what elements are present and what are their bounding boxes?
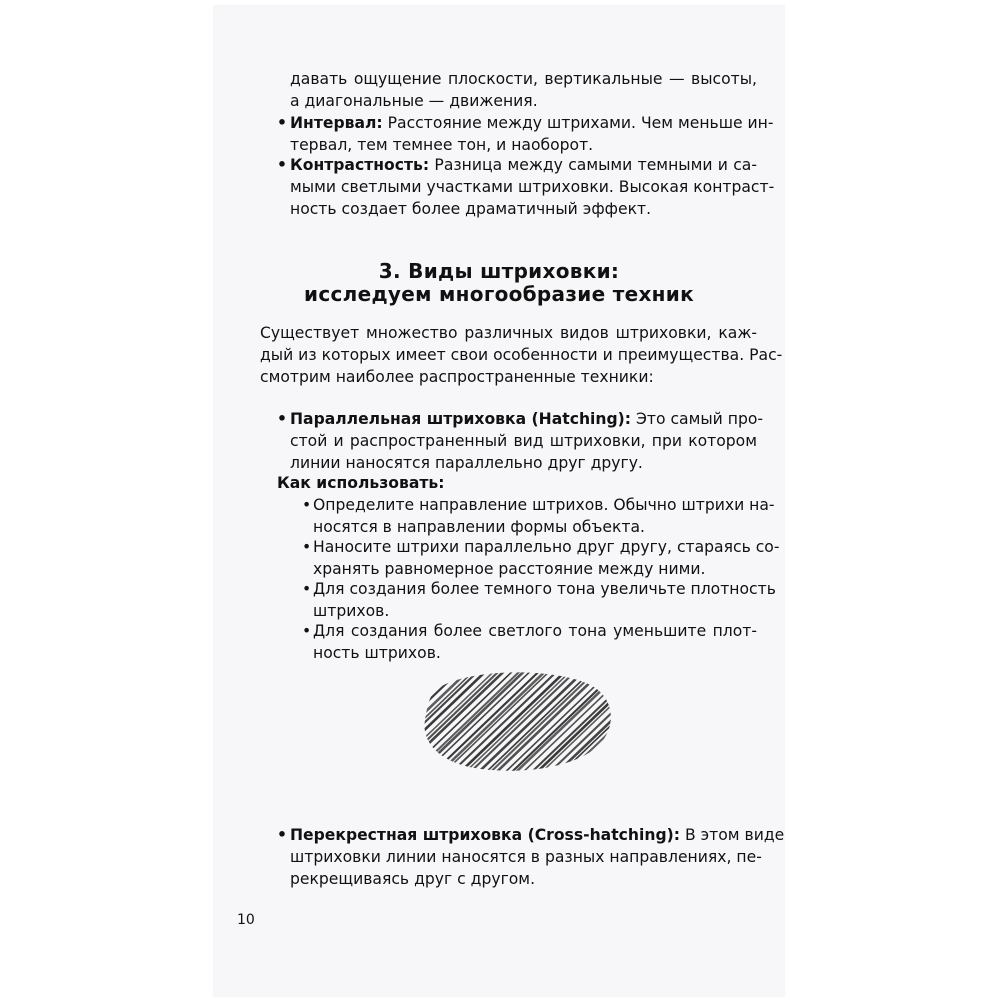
hatch-stroke	[601, 665, 622, 780]
step-4-line-2: ность штрихов.	[313, 644, 441, 662]
sub-bullet-dot: •	[302, 622, 312, 640]
hatch-stroke	[613, 665, 621, 780]
section-title-line-1: 3. Виды штриховки:	[378, 259, 620, 283]
interval-term: Интервал:	[290, 114, 383, 132]
contrast-term: Контрастность:	[290, 156, 430, 174]
sub-bullet-dot: •	[302, 496, 312, 514]
bullet-dot: •	[277, 826, 287, 844]
contrast-line-3: ность создает более драматичный эффект.	[290, 200, 652, 218]
hatch-stroke	[426, 665, 546, 780]
cross-hatching-line-2: штриховки линии наносятся в разных направлениях, пе-	[290, 848, 762, 866]
bullet-dot: •	[277, 410, 287, 428]
hatch-stroke	[421, 665, 439, 780]
hatch-stroke	[586, 665, 621, 780]
contrast-line-1	[290, 155, 757, 175]
sub-bullet-dot: •	[302, 538, 312, 556]
hatch-stroke	[605, 665, 621, 780]
bullet-dot: •	[277, 114, 287, 132]
step-1-line-1: Определите направление штрихов. Обычно штрихи на-	[313, 496, 775, 514]
cross-hatching-term: Перекрестная штриховка (Cross-hatching):	[290, 826, 680, 844]
hatch-stroke	[497, 665, 617, 780]
step-1-line-2: носятся в направлении формы объекта.	[313, 518, 645, 536]
interval-line-2: тервал, тем темнее тон, и наоборот.	[290, 136, 594, 154]
hatching-line-2: стой и распространенный вид штриховки, при котором	[290, 432, 757, 450]
cross-hatching-line-1	[290, 825, 785, 845]
cross-hatching-text-1: В этом виде	[684, 826, 785, 844]
section-paragraph-line-1: Существует множество различных видов штриховки, каж-	[260, 324, 757, 342]
step-2-line-1: Наносите штрихи параллельно друг другу, стараясь со-	[313, 538, 780, 556]
step-2-line-2: хранять равномерное расстояние между ними.	[313, 560, 706, 578]
hatch-stroke	[568, 665, 621, 780]
parallel-hatching-illustration	[421, 665, 621, 780]
cross-hatching-line-3: рекрещиваясь друг с другом.	[290, 870, 536, 888]
section-title-line-2: исследуем многообразие техник	[304, 282, 694, 306]
hatching-line-1	[290, 409, 764, 429]
contrast-text-1: Разница между самыми темными и са-	[434, 156, 757, 174]
interval-text-1: Расстояние между штрихами. Чем меньше ин-	[387, 114, 774, 132]
how-to-use-label: Как использовать:	[277, 474, 445, 492]
page-number: 10	[237, 912, 255, 928]
intro-line-1: давать ощущение плоскости, вертикальные — высоты,	[290, 70, 757, 88]
contrast-line-2: мыми светлыми участками штриховки. Высокая контраст-	[290, 178, 775, 196]
interval-line-1	[290, 113, 774, 133]
step-3-line-2: штрихов.	[313, 602, 390, 620]
sub-bullet-dot: •	[302, 580, 312, 598]
bullet-dot: •	[277, 156, 287, 174]
hatching-text-1: Это самый про-	[636, 410, 764, 428]
section-paragraph-line-2: дый из которых имеет свои особенности и преимущества. Рас-	[260, 346, 783, 364]
hatch-strokes	[421, 665, 621, 780]
intro-line-2: а диагональные — движения.	[290, 92, 538, 110]
section-paragraph-line-3: смотрим наиболее распространенные техники:	[260, 368, 654, 386]
hatching-term: Параллельная штриховка (Hatching):	[290, 410, 632, 428]
step-3-line-1: Для создания более темного тона увеличьте плотность	[313, 580, 776, 598]
step-4-line-1: Для создания более светлого тона уменьшите плот-	[313, 622, 757, 640]
book-page	[213, 5, 785, 997]
hatching-line-3: линии наносятся параллельно друг другу.	[290, 454, 643, 472]
